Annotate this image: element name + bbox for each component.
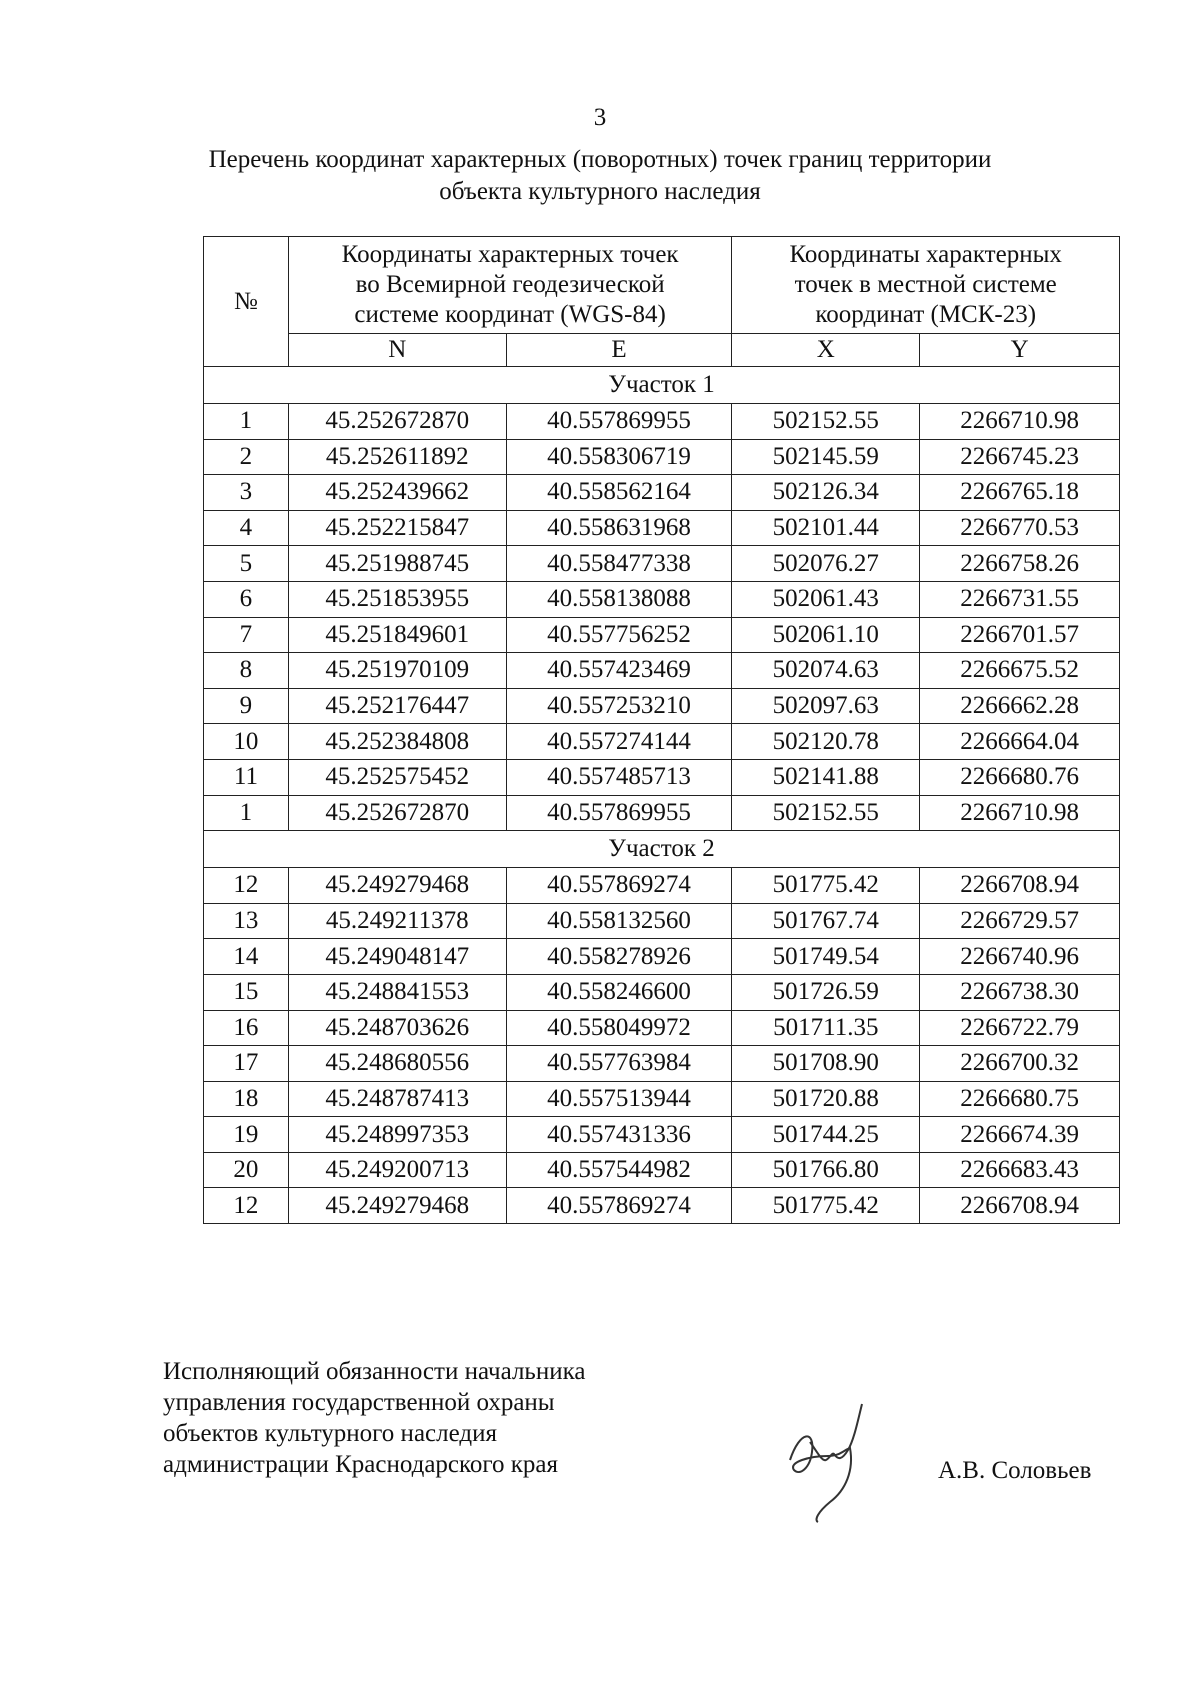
section-row	[204, 367, 1120, 404]
cell-point-number: 18	[204, 1081, 289, 1117]
table-row	[204, 974, 1120, 1010]
table-row	[204, 439, 1120, 475]
cell-x: 502061.10	[732, 617, 920, 653]
cell-e: 40.558631968	[506, 510, 732, 546]
cell-e: 40.557869274	[506, 1188, 732, 1224]
cell-n: 45.251970109	[288, 653, 506, 689]
cell-point-number: 10	[204, 724, 289, 760]
cell-x: 501767.74	[732, 903, 920, 939]
cell-point-number: 13	[204, 903, 289, 939]
cell-point-number: 6	[204, 581, 289, 617]
cell-x: 501775.42	[732, 868, 920, 904]
cell-y: 2266745.23	[920, 439, 1120, 475]
cell-y: 2266664.04	[920, 724, 1120, 760]
coordinates-table	[203, 236, 1120, 1224]
cell-y: 2266758.26	[920, 546, 1120, 582]
cell-n: 45.252611892	[288, 439, 506, 475]
cell-y: 2266674.39	[920, 1117, 1120, 1153]
cell-x: 501726.59	[732, 974, 920, 1010]
position-line: администрации Краснодарского края	[163, 1451, 559, 1478]
position-line: Исполняющий обязанности начальника	[163, 1358, 586, 1385]
cell-x: 502101.44	[732, 510, 920, 546]
cell-point-number: 2	[204, 439, 289, 475]
cell-point-number: 17	[204, 1046, 289, 1082]
cell-x: 502126.34	[732, 475, 920, 511]
cell-y: 2266740.96	[920, 939, 1120, 975]
cell-y: 2266765.18	[920, 475, 1120, 511]
cell-n: 45.252384808	[288, 724, 506, 760]
cell-x: 502152.55	[732, 404, 920, 440]
cell-x: 501744.25	[732, 1117, 920, 1153]
cell-e: 40.558306719	[506, 439, 732, 475]
cell-point-number: 4	[204, 510, 289, 546]
cell-e: 40.557485713	[506, 759, 732, 795]
title-line-1: Перечень координат характерных (поворотных) точек границ территории	[208, 146, 992, 173]
cell-e: 40.558246600	[506, 974, 732, 1010]
signer-name: А.В. Соловьев	[938, 1457, 1092, 1484]
cell-n: 45.252672870	[288, 404, 506, 440]
table-row	[204, 404, 1120, 440]
cell-x: 502145.59	[732, 439, 920, 475]
table-row	[204, 581, 1120, 617]
cell-y: 2266738.30	[920, 974, 1120, 1010]
cell-y: 2266680.75	[920, 1081, 1120, 1117]
cell-x: 501720.88	[732, 1081, 920, 1117]
cell-point-number: 19	[204, 1117, 289, 1153]
table-row	[204, 653, 1120, 689]
cell-x: 501711.35	[732, 1010, 920, 1046]
cell-e: 40.557763984	[506, 1046, 732, 1082]
cell-point-number: 14	[204, 939, 289, 975]
header-y: Y	[920, 334, 1120, 367]
table-row	[204, 688, 1120, 724]
cell-point-number: 7	[204, 617, 289, 653]
cell-e: 40.558477338	[506, 546, 732, 582]
cell-n: 45.248997353	[288, 1117, 506, 1153]
cell-n: 45.252672870	[288, 795, 506, 831]
cell-x: 501708.90	[732, 1046, 920, 1082]
cell-y: 2266722.79	[920, 1010, 1120, 1046]
table-row	[204, 903, 1120, 939]
cell-y: 2266708.94	[920, 1188, 1120, 1224]
cell-x: 501775.42	[732, 1188, 920, 1224]
cell-y: 2266731.55	[920, 581, 1120, 617]
cell-point-number: 8	[204, 653, 289, 689]
cell-point-number: 1	[204, 795, 289, 831]
header-wgs84-group: Координаты характерных точек во Всемирной геодезической системе координат (WGS-84)	[288, 237, 732, 334]
cell-y: 2266708.94	[920, 868, 1120, 904]
header-x: X	[732, 334, 920, 367]
document-title	[150, 144, 1050, 208]
cell-e: 40.557869955	[506, 795, 732, 831]
cell-point-number: 3	[204, 475, 289, 511]
cell-x: 502061.43	[732, 581, 920, 617]
table-row	[204, 868, 1120, 904]
signatory-position	[163, 1356, 585, 1480]
cell-point-number: 9	[204, 688, 289, 724]
cell-point-number: 12	[204, 868, 289, 904]
header-number: №	[204, 237, 289, 367]
section-title: Участок 2	[204, 831, 1120, 868]
page-number: 3	[593, 104, 607, 131]
cell-y: 2266701.57	[920, 617, 1120, 653]
cell-point-number: 1	[204, 404, 289, 440]
cell-n: 45.248703626	[288, 1010, 506, 1046]
cell-x: 501766.80	[732, 1152, 920, 1188]
cell-e: 40.558049972	[506, 1010, 732, 1046]
cell-n: 45.248841553	[288, 974, 506, 1010]
cell-e: 40.557869955	[506, 404, 732, 440]
table-row	[204, 475, 1120, 511]
cell-e: 40.558562164	[506, 475, 732, 511]
header-n: N	[288, 334, 506, 367]
cell-y: 2266770.53	[920, 510, 1120, 546]
cell-point-number: 12	[204, 1188, 289, 1224]
cell-point-number: 15	[204, 974, 289, 1010]
cell-e: 40.557756252	[506, 617, 732, 653]
header-e: E	[506, 334, 732, 367]
cell-x: 502076.27	[732, 546, 920, 582]
cell-y: 2266675.52	[920, 653, 1120, 689]
cell-e: 40.557423469	[506, 653, 732, 689]
cell-x: 502152.55	[732, 795, 920, 831]
table-body	[204, 367, 1120, 1224]
table-row	[204, 759, 1120, 795]
position-line: объектов культурного наследия	[163, 1420, 497, 1447]
table-row	[204, 1010, 1120, 1046]
table-row	[204, 795, 1120, 831]
table-row	[204, 1081, 1120, 1117]
cell-n: 45.252439662	[288, 475, 506, 511]
cell-e: 40.558138088	[506, 581, 732, 617]
cell-point-number: 5	[204, 546, 289, 582]
table-row	[204, 1046, 1120, 1082]
cell-e: 40.558132560	[506, 903, 732, 939]
table-row	[204, 939, 1120, 975]
cell-y: 2266710.98	[920, 404, 1120, 440]
table-row	[204, 1117, 1120, 1153]
cell-n: 45.252215847	[288, 510, 506, 546]
cell-n: 45.251853955	[288, 581, 506, 617]
cell-x: 502074.63	[732, 653, 920, 689]
cell-e: 40.558278926	[506, 939, 732, 975]
handwritten-signature-icon	[770, 1390, 880, 1535]
cell-n: 45.248680556	[288, 1046, 506, 1082]
cell-n: 45.251849601	[288, 617, 506, 653]
cell-e: 40.557274144	[506, 724, 732, 760]
table-row	[204, 510, 1120, 546]
position-line: управления государственной охраны	[163, 1389, 555, 1416]
header-msk23-group: Координаты характерных точек в местной системе координат (МСК-23)	[732, 237, 1120, 334]
cell-y: 2266683.43	[920, 1152, 1120, 1188]
cell-n: 45.248787413	[288, 1081, 506, 1117]
cell-e: 40.557513944	[506, 1081, 732, 1117]
cell-y: 2266680.76	[920, 759, 1120, 795]
cell-point-number: 11	[204, 759, 289, 795]
cell-e: 40.557544982	[506, 1152, 732, 1188]
table-row	[204, 617, 1120, 653]
title-line-2: объекта культурного наследия	[439, 178, 761, 205]
cell-y: 2266710.98	[920, 795, 1120, 831]
cell-x: 501749.54	[732, 939, 920, 975]
cell-n: 45.252575452	[288, 759, 506, 795]
table-row	[204, 546, 1120, 582]
cell-n: 45.252176447	[288, 688, 506, 724]
cell-n: 45.251988745	[288, 546, 506, 582]
cell-y: 2266662.28	[920, 688, 1120, 724]
cell-n: 45.249279468	[288, 868, 506, 904]
cell-y: 2266729.57	[920, 903, 1120, 939]
cell-n: 45.249279468	[288, 1188, 506, 1224]
table-row	[204, 724, 1120, 760]
cell-e: 40.557253210	[506, 688, 732, 724]
cell-e: 40.557431336	[506, 1117, 732, 1153]
cell-x: 502097.63	[732, 688, 920, 724]
cell-e: 40.557869274	[506, 868, 732, 904]
cell-n: 45.249211378	[288, 903, 506, 939]
section-title: Участок 1	[204, 367, 1120, 404]
section-row	[204, 831, 1120, 868]
cell-n: 45.249048147	[288, 939, 506, 975]
table-row	[204, 1152, 1120, 1188]
cell-point-number: 20	[204, 1152, 289, 1188]
cell-x: 502120.78	[732, 724, 920, 760]
cell-n: 45.249200713	[288, 1152, 506, 1188]
cell-point-number: 16	[204, 1010, 289, 1046]
cell-y: 2266700.32	[920, 1046, 1120, 1082]
cell-x: 502141.88	[732, 759, 920, 795]
table-row	[204, 1188, 1120, 1224]
